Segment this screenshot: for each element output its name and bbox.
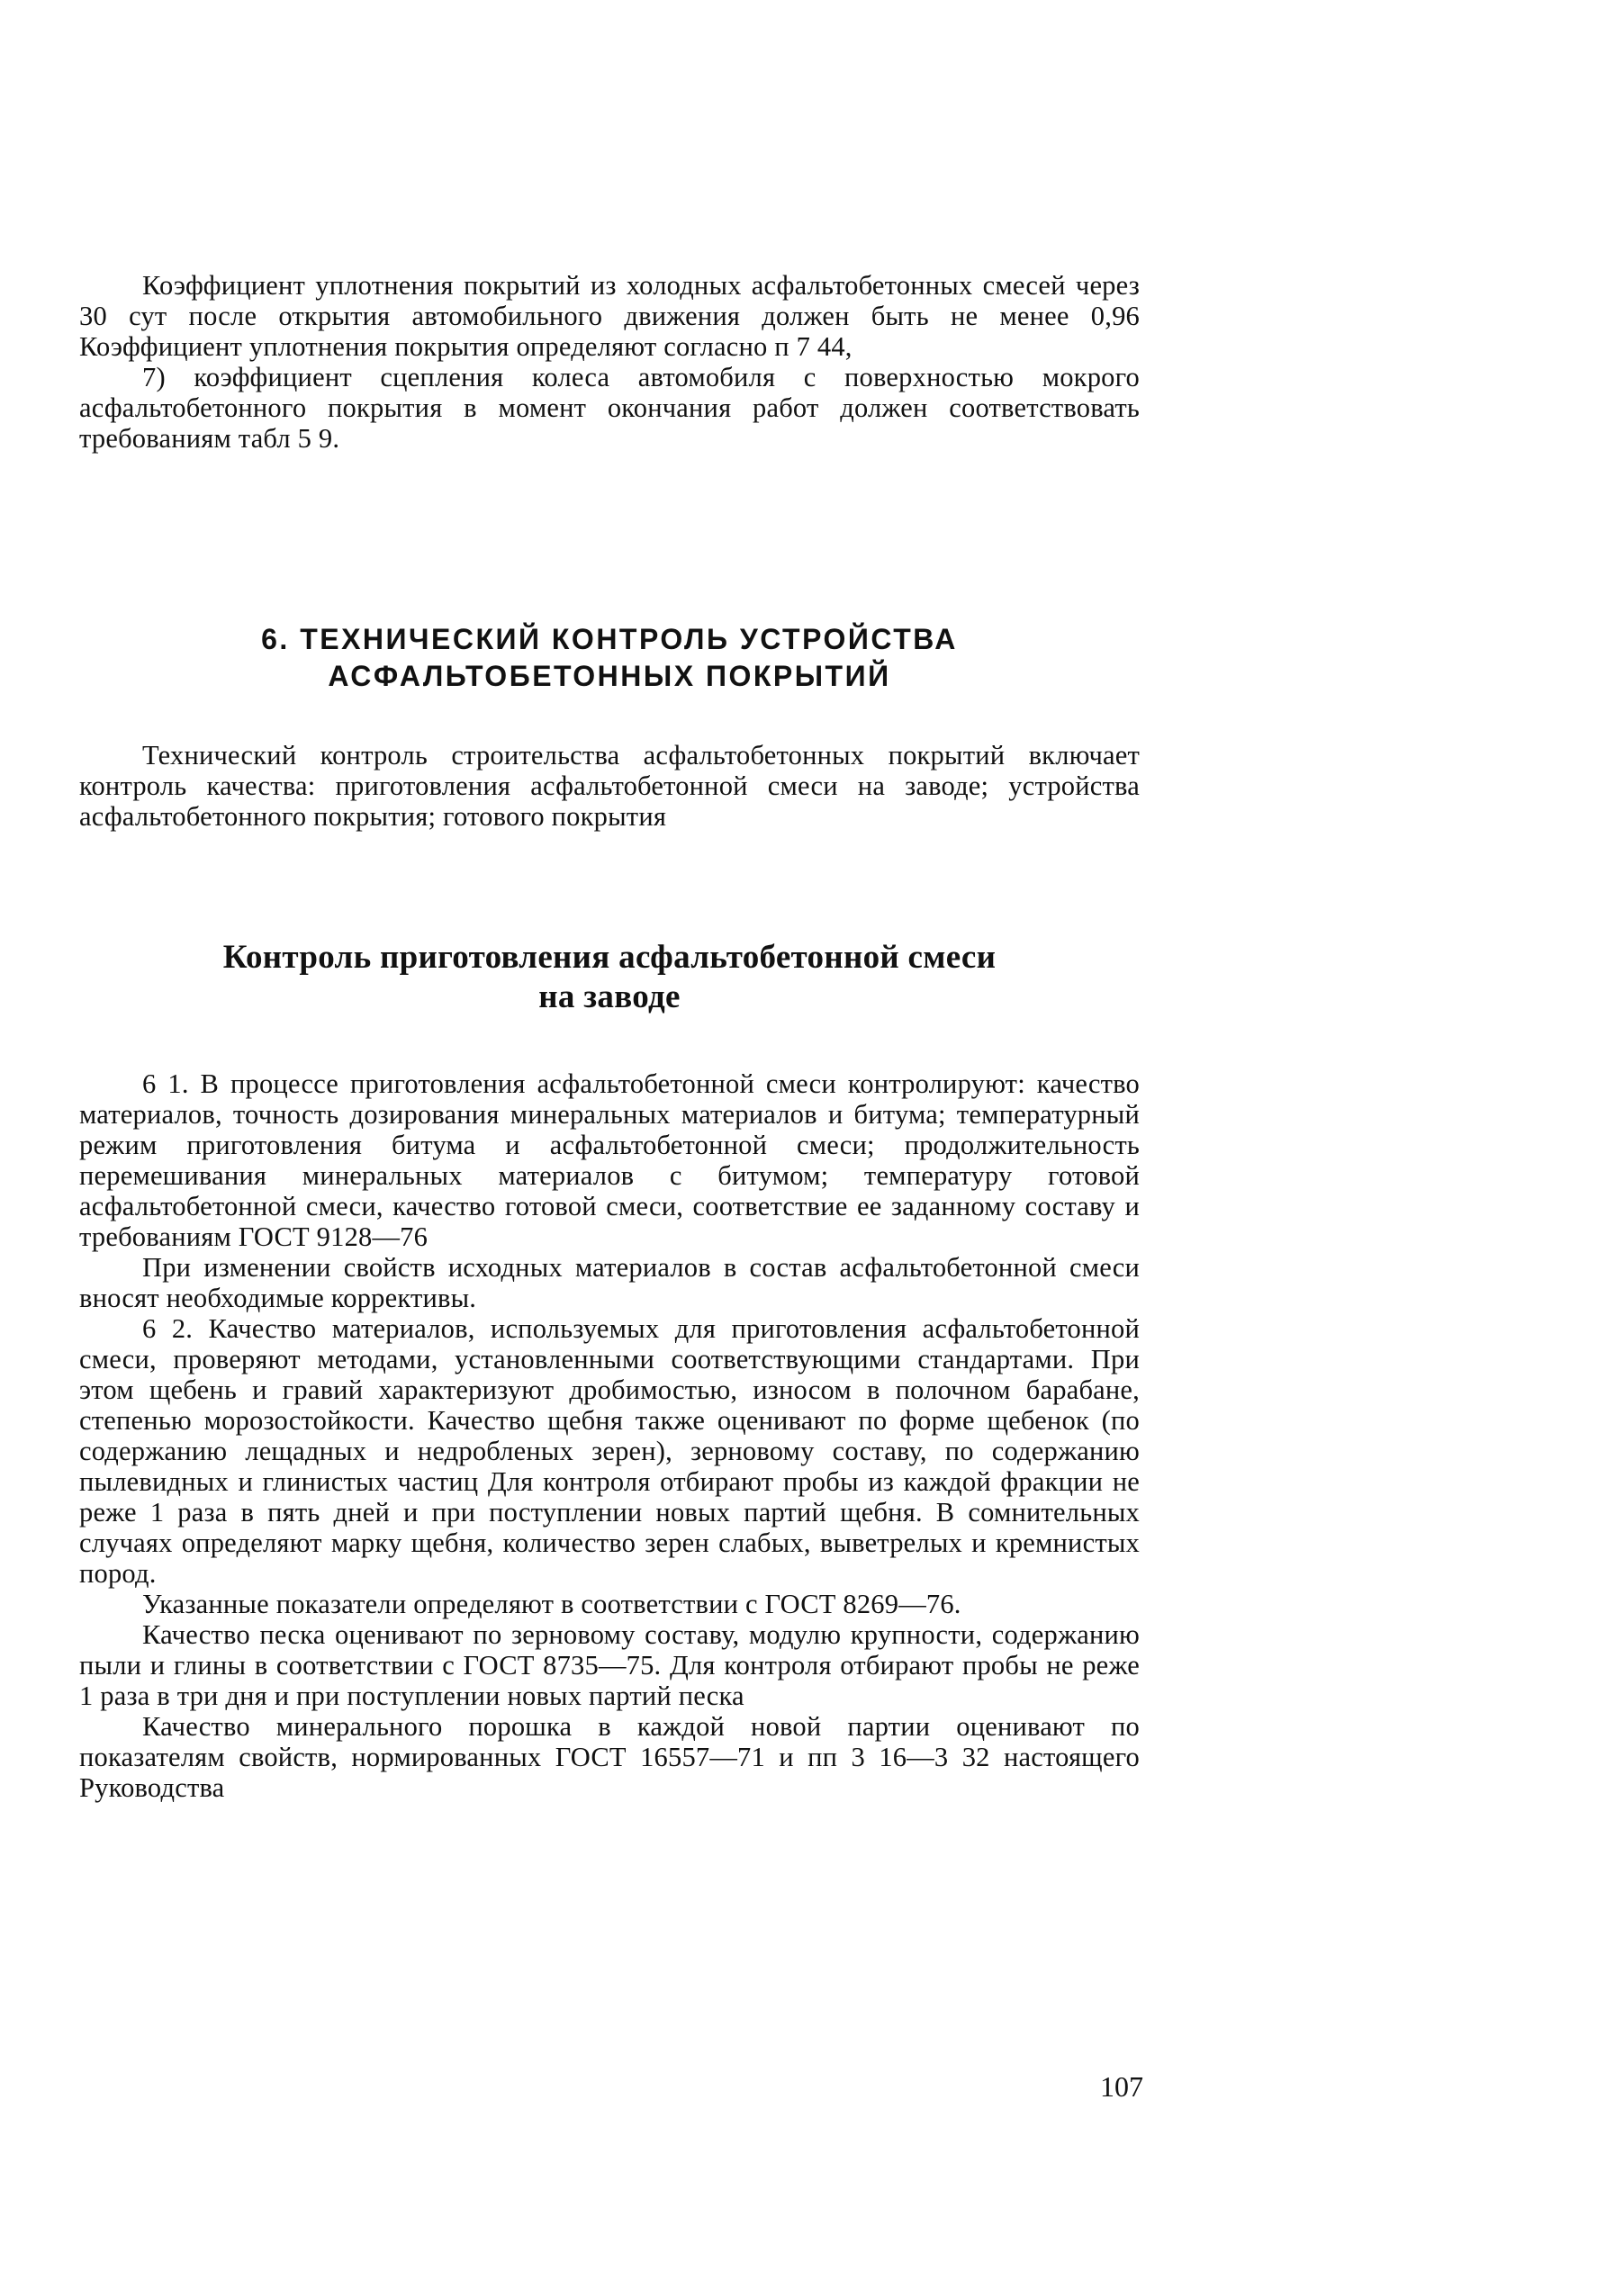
top-text-block [79, 270, 1140, 454]
paragraph-compaction-coefficient: Коэффициент уплотнения покрытий из холодных асфальтобетонных смесей через 30 сут после открытия автомобильного движения должен быть не менее 0,96 Коэффициент уплотнения покрытия определяют согласно п 7 44, [79, 270, 1140, 362]
paragraph-intro: Технический контроль строительства асфальтобетонных покрытий включает контроль качества: приготовления асфальтобетонной смеси на заводе; устройства асфальтобетонного покрытия; готового покрытия [79, 740, 1140, 832]
paragraph-6-2: 6 2. Качество материалов, используемых для приготовления асфальтобетонной смеси, проверяют методами, установленными соответствующими стандартами. При этом щебень и гравий характеризуют дробимостью, износом в полочном барабане, степенью морозостойкости. Качество щебня также оценивают по форме щебенок (по содержанию лещадных и недробленых зерен), зерновому составу, по содержанию пылевидных и глинистых частиц Для контроля отбирают пробы из каждой фракции не реже 1 раза в пять дней и при поступлении новых партий щебня. В сомнительных случаях определяют марку щебня, количество зерен слабых, выветрелых и кремнистых пород. [79, 1313, 1140, 1589]
section-heading [79, 621, 1140, 695]
paragraph-6-1: 6 1. В процессе приготовления асфальтобетонной смеси контролируют: качество материалов, точность дозирования минеральных материалов и битума; температурный режим приготовления битума и асфальтобетонной смеси; продолжительность перемешивания минеральных материалов с битумом; температуру готовой асфальтобетонной смеси, качество готовой смеси, соответствие ее заданному составу и требованиям ГОСТ 9128—76 [79, 1068, 1140, 1252]
paragraph-wheel-adhesion: 7) коэффициент сцепления колеса автомобиля с поверхностью мокрого асфальтобетонного покрытия в момент окончания работ должен соответствовать требованиям табл 5 9. [79, 362, 1140, 454]
paragraph-gost-8269: Указанные показатели определяют в соответствии с ГОСТ 8269—76. [142, 1589, 961, 1619]
page-number: 107 [1100, 2070, 1143, 2103]
subsection-heading [79, 938, 1140, 1017]
main-text-block [79, 1068, 1140, 1803]
subsection-heading-line-2: на заводе [538, 978, 681, 1015]
subsection-heading-line-1: Контроль приготовления асфальтобетонной смеси [222, 939, 997, 976]
paragraph-corrections: При изменении свойств исходных материалов в состав асфальтобетонной смеси вносят необходимые коррективы. [79, 1252, 1140, 1313]
paragraph-mineral-powder: Качество минерального порошка в каждой новой партии оценивают по показателям свойств, нормированных ГОСТ 16557—71 и пп 3 16—3 32 настоящего Руководства [79, 1711, 1140, 1803]
intro-text-block [79, 740, 1140, 832]
section-heading-line-1: 6. ТЕХНИЧЕСКИЙ КОНТРОЛЬ УСТРОЙСТВА [261, 623, 958, 655]
paragraph-sand-quality: Качество песка оценивают по зерновому составу, модулю крупности, содержанию пыли и глины в соответствии с ГОСТ 8735—75. Для контроля отбирают пробы не реже 1 раза в три дня и при поступлении новых партий песка [79, 1619, 1140, 1711]
section-heading-line-2: АСФАЛЬТОБЕТОННЫХ ПОКРЫТИЙ [328, 660, 891, 692]
